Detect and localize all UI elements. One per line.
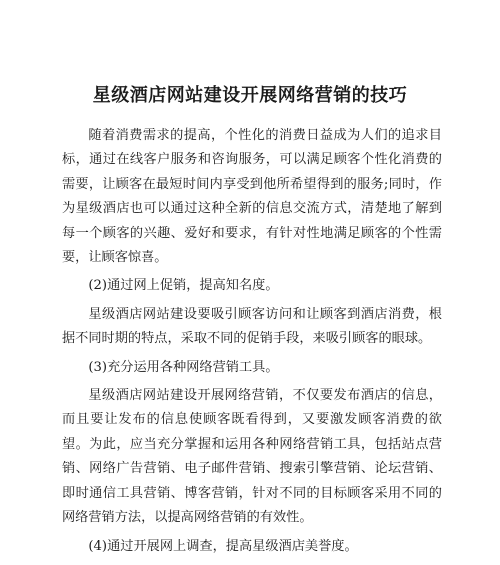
- paragraph: 星级酒店网站建设要吸引顾客访问和让顾客到酒店消费，根据不同时期的特点，采取不同的促销手段，来吸引顾客的眼球。: [62, 306, 442, 347]
- paragraph: (3)充分运用各种网络营销工具。: [88, 359, 279, 375]
- paragraph: (4)通过开展网上调查，提高星级酒店美誉度。: [88, 538, 358, 554]
- document-body: [62, 124, 442, 563]
- document-title: 星级酒店网站建设开展网络营销的技巧: [92, 85, 408, 106]
- paragraph: 随着消费需求的提高，个性化的消费日益成为人们的追求目标，通过在线客户服务和咨询服务，可以满足顾客个性化消费的需要，让顾客在最短时间内享受到他所希望得到的服务;同时，作为星级酒店也可以通过这种全新的信息交流方式，清楚地了解到每一个顾客的兴趣、爱好和要求，有针对性地满足顾客的个性需要，让顾客惊喜。: [62, 128, 442, 266]
- paragraph: (2)通过网上促销，提高知名度。: [88, 278, 279, 294]
- paragraph: 星级酒店网站建设开展网络营销，不仅要发布酒店的信息，而且要让发布的信息使顾客既看得到，又要激发顾客消费的欲望。为此，应当充分掌握和运用各种网络营销工具，包括站点营销、网络广告营销、电子邮件营销、搜索引擎营销、论坛营销、即时通信工具营销、博客营销，针对不同的目标顾客采用不同的网络营销方法，以提高网络营销的有效性。: [62, 388, 442, 526]
